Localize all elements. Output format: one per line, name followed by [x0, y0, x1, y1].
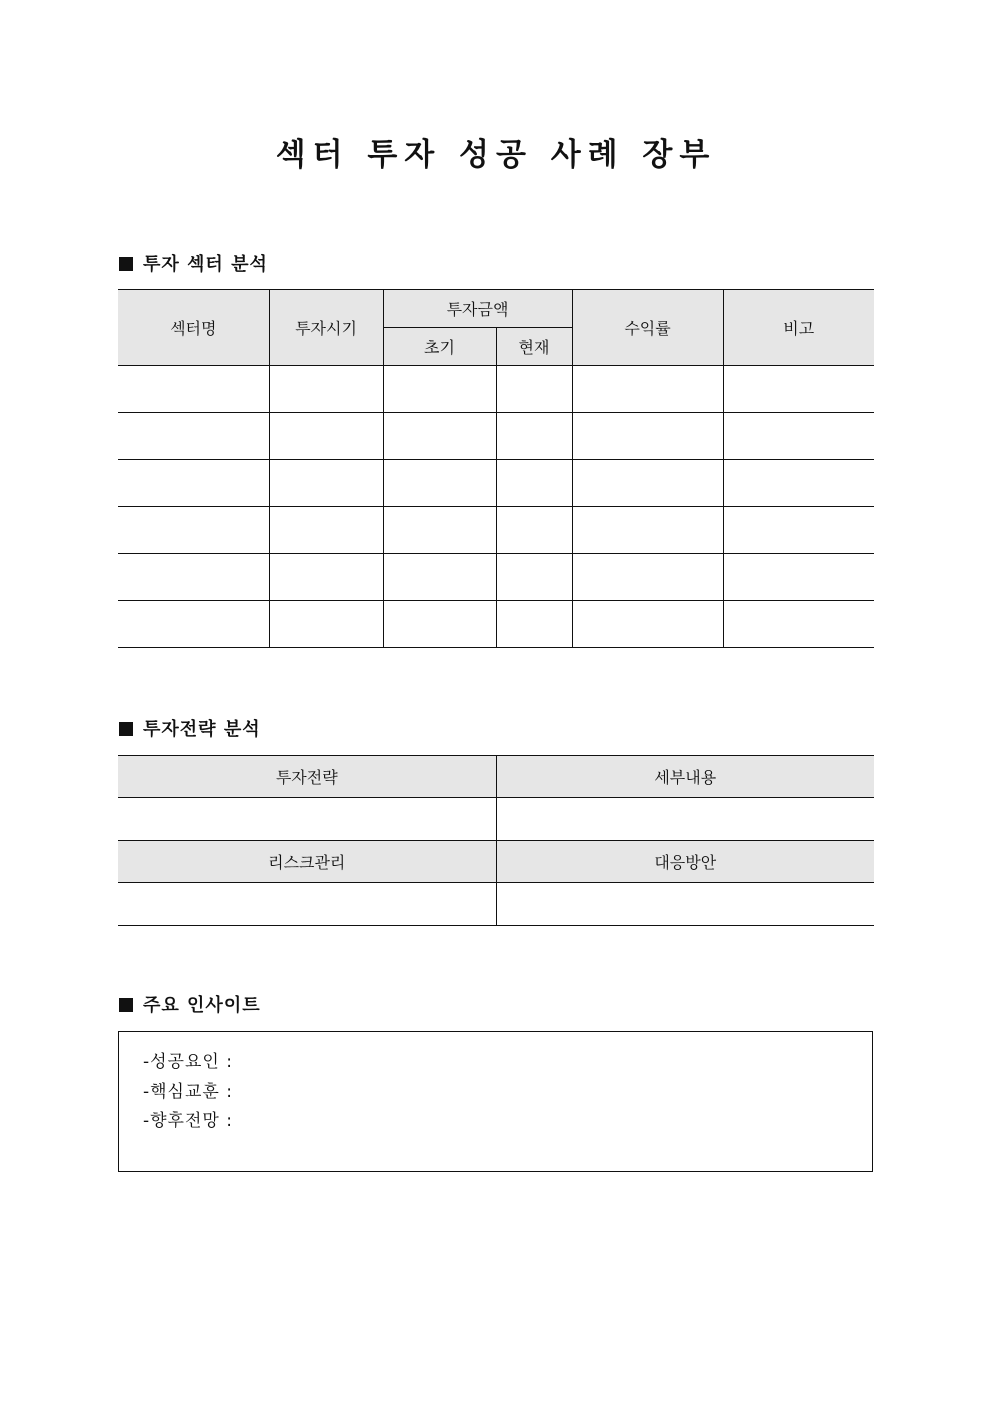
strategy-cell[interactable]	[118, 798, 496, 841]
header-invest-time: 투자시기	[269, 290, 383, 366]
table-cell[interactable]	[572, 366, 723, 413]
table-cell[interactable]	[572, 460, 723, 507]
table-cell[interactable]	[118, 507, 269, 554]
table-row	[118, 601, 874, 648]
table-cell[interactable]	[572, 413, 723, 460]
table-row	[118, 554, 874, 601]
table-cell[interactable]	[269, 601, 383, 648]
table-cell[interactable]	[723, 507, 874, 554]
header-initial: 초기	[383, 328, 496, 366]
section-heading-strategy-analysis: 투자전략 분석	[119, 718, 261, 742]
section-heading-sector-analysis: 투자 섹터 분석	[119, 253, 268, 277]
table-cell[interactable]	[383, 413, 496, 460]
table-cell[interactable]	[496, 507, 572, 554]
table-cell[interactable]	[723, 601, 874, 648]
table-cell[interactable]	[118, 460, 269, 507]
table-row	[118, 413, 874, 460]
strategy-analysis-table	[118, 755, 874, 926]
table-cell[interactable]	[118, 601, 269, 648]
table-row	[118, 883, 874, 926]
insight-key-lessons: -핵심교훈 :	[143, 1081, 233, 1102]
table-cell[interactable]	[496, 554, 572, 601]
table-cell[interactable]	[269, 554, 383, 601]
header-sector-name: 섹터명	[118, 290, 269, 366]
table-cell[interactable]	[723, 554, 874, 601]
insight-outlook: -향후전망 :	[143, 1111, 233, 1131]
table-cell[interactable]	[118, 366, 269, 413]
header-remarks: 비고	[723, 290, 874, 366]
header-current: 현재	[496, 328, 572, 366]
table-row	[118, 798, 874, 841]
table-row	[118, 366, 874, 413]
table-cell[interactable]	[118, 554, 269, 601]
table-cell[interactable]	[496, 413, 572, 460]
details-cell[interactable]	[496, 798, 874, 841]
table-cell[interactable]	[572, 601, 723, 648]
table-cell[interactable]	[496, 366, 572, 413]
header-invest-amount: 투자금액	[383, 290, 572, 328]
table-cell[interactable]	[383, 366, 496, 413]
table-cell[interactable]	[496, 460, 572, 507]
table-cell[interactable]	[269, 460, 383, 507]
table-cell[interactable]	[269, 366, 383, 413]
risk-management-cell[interactable]	[118, 883, 496, 926]
table-cell[interactable]	[269, 413, 383, 460]
square-bullet-icon	[119, 722, 133, 736]
table-cell[interactable]	[723, 366, 874, 413]
header-return-rate: 수익률	[572, 290, 723, 366]
square-bullet-icon	[119, 257, 133, 271]
insights-box[interactable]	[118, 1031, 873, 1172]
table-cell[interactable]	[118, 413, 269, 460]
table-cell[interactable]	[383, 554, 496, 601]
response-plan-cell[interactable]	[496, 883, 874, 926]
insight-success-factors: -성공요인 :	[143, 1052, 233, 1072]
table-cell[interactable]	[383, 601, 496, 648]
section-heading-key-insights: 주요 인사이트	[119, 994, 261, 1018]
table-cell[interactable]	[383, 507, 496, 554]
table-row	[118, 460, 874, 507]
table-cell[interactable]	[572, 554, 723, 601]
header-response-plan: 대응방안	[496, 841, 874, 883]
header-risk-management: 리스크관리	[118, 841, 496, 883]
table-cell[interactable]	[723, 413, 874, 460]
table-cell[interactable]	[723, 460, 874, 507]
sector-analysis-table	[118, 289, 874, 648]
table-row	[118, 507, 874, 554]
table-cell[interactable]	[383, 460, 496, 507]
square-bullet-icon	[119, 998, 133, 1012]
table-cell[interactable]	[572, 507, 723, 554]
page-title: 섹터 투자 성공 사례 장부	[275, 137, 717, 173]
header-details: 세부내용	[496, 756, 874, 798]
table-cell[interactable]	[496, 601, 572, 648]
header-strategy: 투자전략	[118, 756, 496, 798]
table-cell[interactable]	[269, 507, 383, 554]
